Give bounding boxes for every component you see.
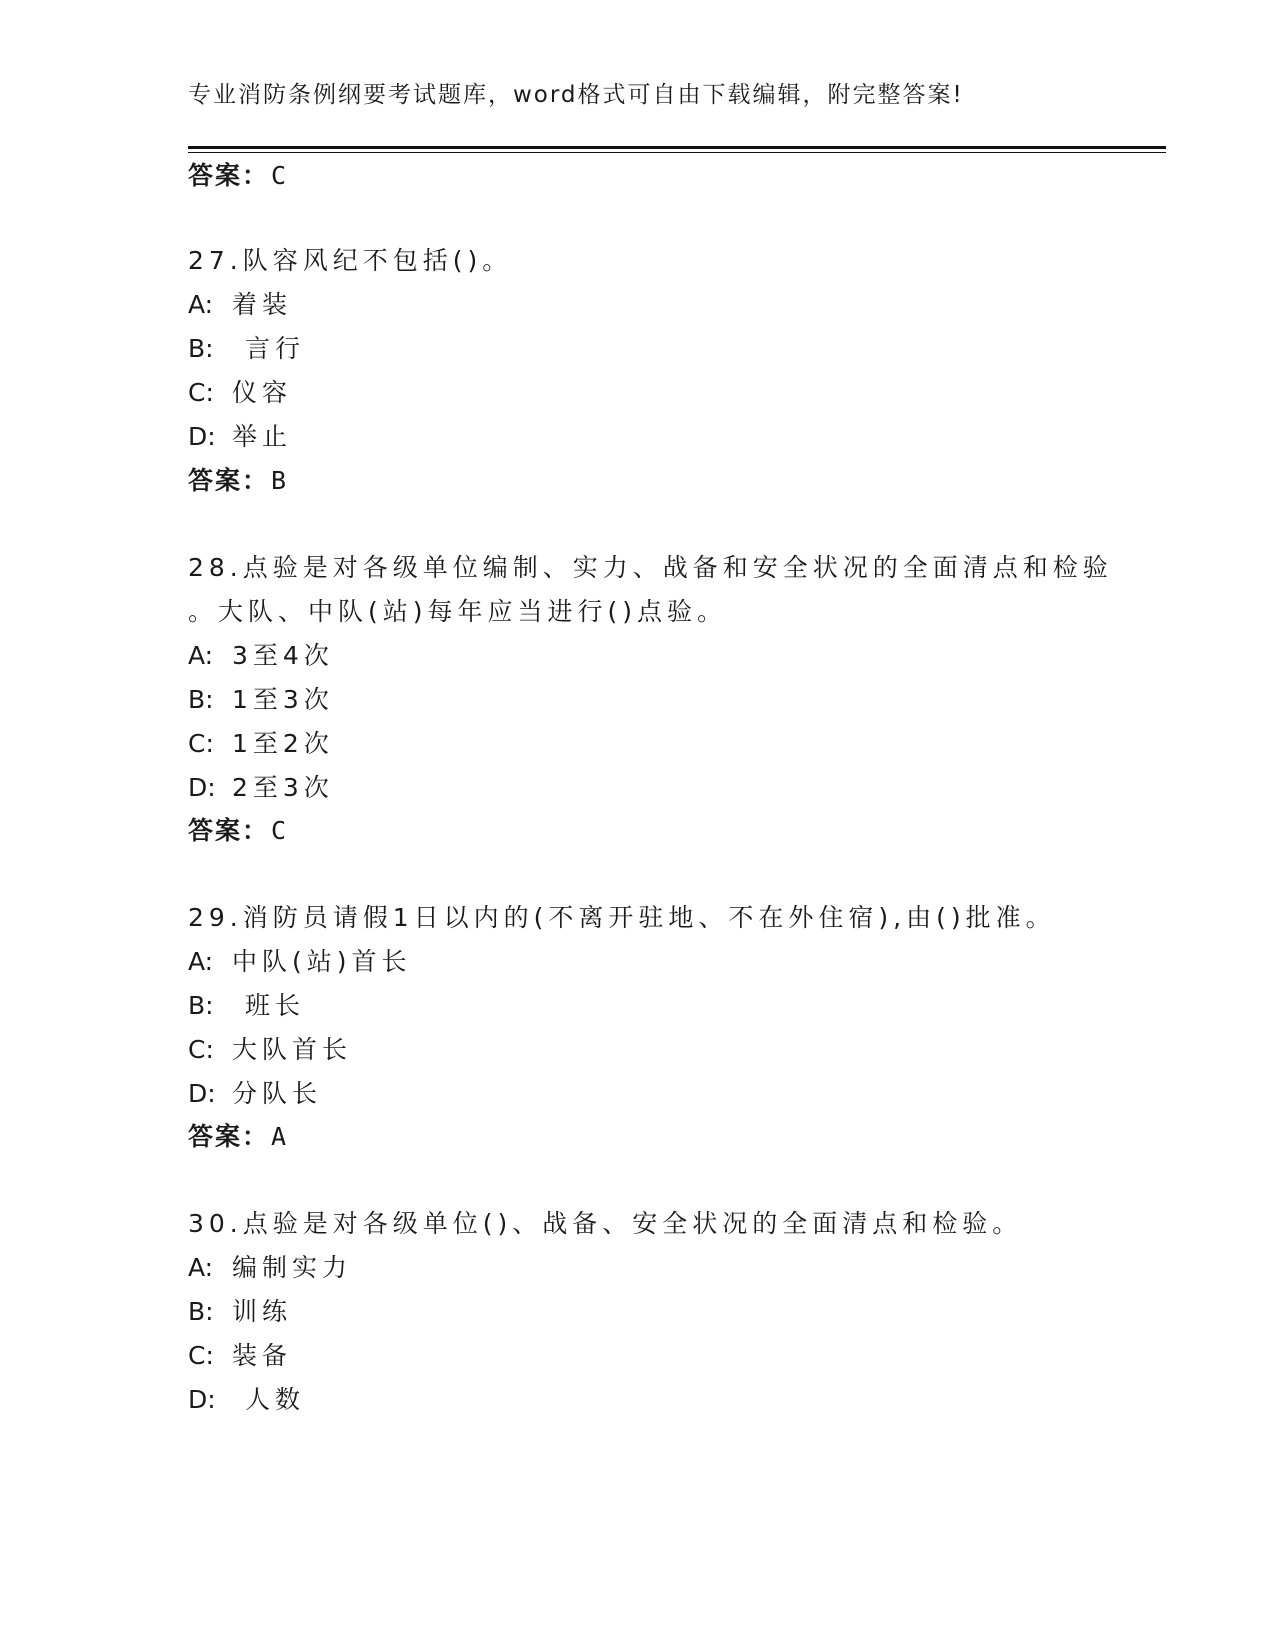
option-d: [188, 1384, 305, 1416]
question-stem: 30.点验是对各级单位()、战备、安全状况的全面清点和检验。: [188, 1209, 1023, 1238]
option-a: [188, 640, 334, 672]
option-b: [188, 333, 305, 365]
option-key: B:: [188, 685, 214, 714]
option-b: [188, 990, 305, 1022]
option-text: 分队长: [232, 1079, 323, 1108]
answer-label: 答案：: [188, 161, 270, 190]
option-key: A:: [188, 947, 214, 976]
header-divider-thin: [188, 152, 1166, 153]
option-key: B:: [188, 991, 214, 1020]
option-text: 编制实力: [232, 1253, 353, 1282]
answer-value: C: [271, 816, 289, 845]
option-text: 大队首长: [232, 1035, 353, 1064]
question-stem: 28.点验是对各级单位编制、实力、战备和安全状况的全面清点和检验: [188, 553, 1113, 582]
option-key: A:: [188, 641, 214, 670]
page-header: 专业消防条例纲要考试题库，word格式可自由下载编辑，附完整答案!: [188, 82, 964, 108]
answer-value: A: [271, 1122, 289, 1151]
answer-value: C: [271, 161, 289, 190]
answer-label: 答案：: [188, 1122, 270, 1151]
option-c: [188, 377, 292, 409]
option-key: D:: [188, 422, 216, 451]
option-text: 言行: [232, 334, 305, 363]
option-text: 训练: [232, 1297, 293, 1326]
option-text: 3至4次: [232, 641, 334, 670]
answer-line: [188, 465, 288, 497]
option-text: 装备: [232, 1341, 293, 1370]
option-text: 班长: [232, 991, 305, 1020]
question-stem: 29.消防员请假1日以内的(不离开驻地、不在外住宿),由()批准。: [188, 903, 1056, 932]
option-text: 仪容: [232, 378, 293, 407]
option-d: [188, 421, 292, 453]
option-key: C:: [188, 1035, 214, 1064]
option-key: A:: [188, 1253, 214, 1282]
option-text: 人数: [232, 1385, 305, 1414]
answer-line: [188, 1121, 288, 1153]
option-b: [188, 1296, 292, 1328]
option-c: [188, 1340, 292, 1372]
option-text: 着装: [232, 290, 293, 319]
option-d: [188, 1078, 322, 1110]
option-a: [188, 289, 292, 321]
option-text: 2至3次: [232, 773, 334, 802]
option-key: D:: [188, 1385, 216, 1414]
option-text: 中队(站)首长: [232, 947, 412, 976]
option-c: [188, 1034, 352, 1066]
option-key: C:: [188, 378, 214, 407]
option-key: B:: [188, 1297, 214, 1326]
option-b: [188, 684, 334, 716]
option-text: 举止: [232, 422, 293, 451]
option-text: 1至2次: [232, 729, 334, 758]
option-key: D:: [188, 773, 216, 802]
option-a: [188, 946, 412, 978]
question-stem-continued: 。大队、中队(站)每年应当进行()点验。: [188, 597, 728, 626]
option-text: 1至3次: [232, 685, 334, 714]
option-key: A:: [188, 290, 214, 319]
option-d: [188, 772, 334, 804]
answer-label: 答案：: [188, 816, 270, 845]
answer-line: [188, 815, 288, 847]
option-c: [188, 728, 334, 760]
option-key: D:: [188, 1079, 216, 1108]
header-divider: [188, 146, 1166, 149]
answer-label: 答案：: [188, 466, 270, 495]
question-stem: 27.队容风纪不包括()。: [188, 246, 513, 275]
option-key: B:: [188, 334, 214, 363]
option-key: C:: [188, 1341, 214, 1370]
answer-line: [188, 160, 288, 192]
answer-value: B: [271, 466, 289, 495]
option-key: C:: [188, 729, 214, 758]
option-a: [188, 1252, 352, 1284]
